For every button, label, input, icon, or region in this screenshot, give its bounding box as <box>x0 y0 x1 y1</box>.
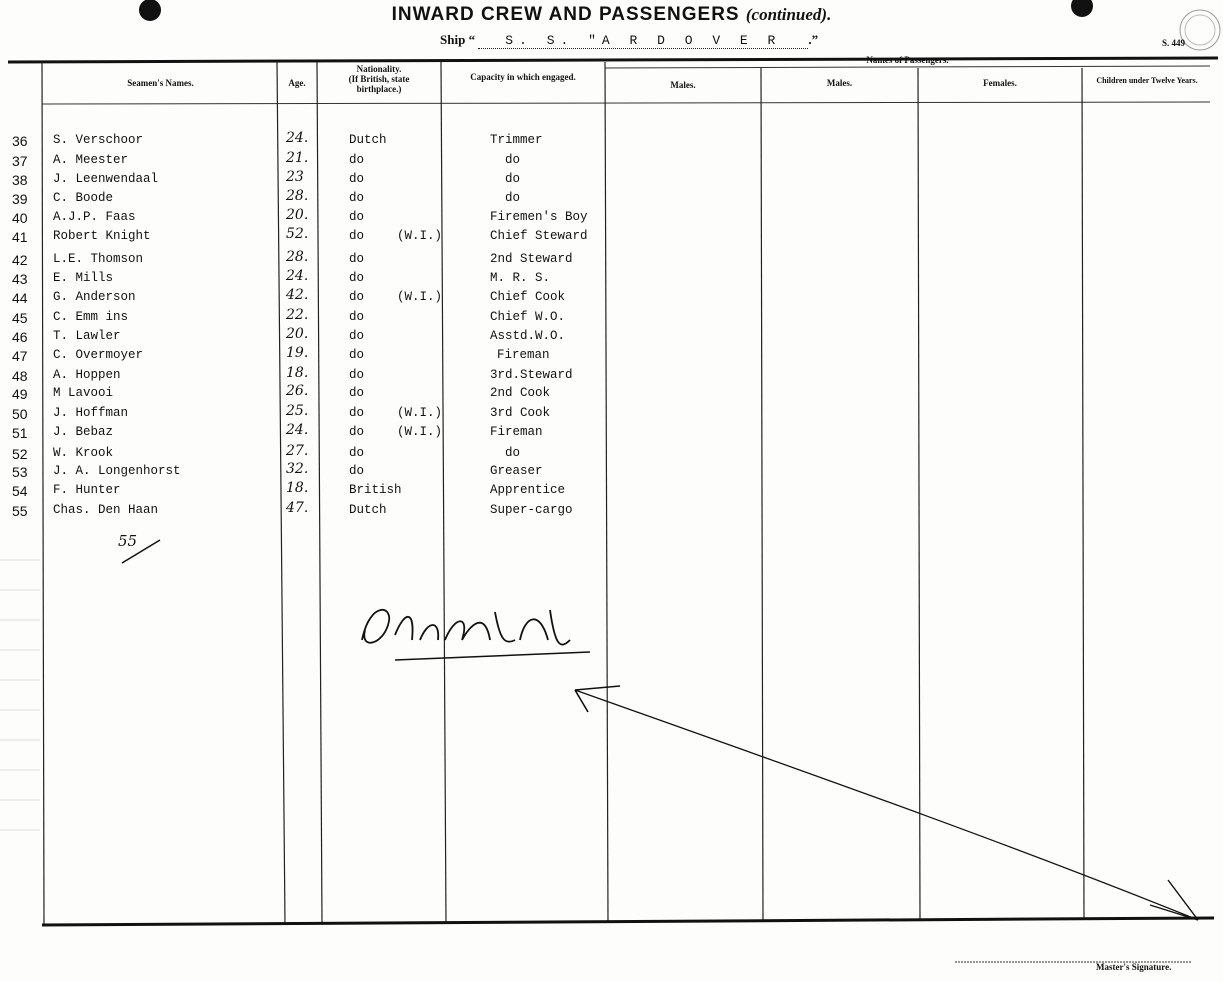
seaman-name: W. Krook <box>53 446 114 460</box>
birthplace-note: (W.I.) <box>397 425 443 439</box>
seaman-age: 24. <box>286 130 309 146</box>
seaman-name: J. Leenwendaal <box>53 172 159 186</box>
seaman-capacity: Asstd.W.O. <box>490 329 566 343</box>
form-title-text: INWARD CREW AND PASSENGERS <box>391 4 740 25</box>
seaman-nationality: do <box>349 406 365 420</box>
seaman-nationality: British <box>349 483 402 497</box>
seaman-age: 18. <box>286 480 309 496</box>
ship-close-quote: .” <box>808 32 819 47</box>
row-number: 45 <box>12 310 28 326</box>
seaman-capacity: Firemen's Boy <box>490 210 588 224</box>
seaman-nationality: do <box>349 229 365 243</box>
seaman-capacity: Chief Steward <box>490 229 588 243</box>
seaman-name: Robert Knight <box>53 229 151 243</box>
birthplace-note: (W.I.) <box>397 406 443 420</box>
seaman-nationality: do <box>349 290 365 304</box>
seaman-name: A. Hoppen <box>53 368 121 382</box>
row-number: 42 <box>12 252 28 268</box>
row-number: 53 <box>12 464 28 480</box>
row-number: 38 <box>12 172 28 188</box>
header-nationality-line1: Nationality. <box>356 64 402 74</box>
header-females: Females. <box>983 78 1017 88</box>
row-number: 39 <box>12 191 28 207</box>
seaman-capacity: do <box>505 446 521 460</box>
header-age: Age. <box>288 78 306 88</box>
page-reference: S. 449 <box>1162 38 1186 48</box>
seaman-age: 27. <box>286 443 309 459</box>
row-number: 50 <box>12 406 28 422</box>
seaman-capacity: do <box>505 191 521 205</box>
seaman-age: 18. <box>286 365 309 381</box>
seaman-age: 20. <box>286 207 309 223</box>
seaman-nationality: do <box>349 210 365 224</box>
row-number: 40 <box>12 210 28 226</box>
seaman-capacity: 3rd Cook <box>490 406 551 420</box>
seaman-capacity: Greaser <box>490 464 543 478</box>
row-number: 52 <box>12 446 28 462</box>
header-nationality-line3: birthplace.) <box>356 84 402 94</box>
seaman-nationality: do <box>349 172 365 186</box>
ship-name: S. S. "A R D O V E R <box>478 33 808 49</box>
seaman-name: C. Boode <box>53 191 114 205</box>
seaman-name: J. Bebaz <box>53 425 114 439</box>
master-signature-image <box>362 600 592 670</box>
seaman-capacity: 2nd Steward <box>490 252 573 266</box>
seaman-age: 22. <box>286 307 309 323</box>
seaman-capacity: M. R. S. <box>490 271 551 285</box>
seaman-nationality: do <box>349 153 365 167</box>
row-number: 51 <box>12 425 28 441</box>
ship-open-quote: “ <box>468 32 476 47</box>
seaman-name: G. Anderson <box>53 290 136 304</box>
seaman-name: L.E. Thomson <box>53 252 144 266</box>
header-males-1: Males. <box>670 80 696 90</box>
seaman-name: A. Meester <box>53 153 129 167</box>
row-number: 54 <box>12 483 28 499</box>
row-number: 47 <box>12 348 28 364</box>
birthplace-note: (W.I.) <box>397 229 443 243</box>
ship-label: Ship <box>440 32 466 47</box>
seaman-age: 24. <box>286 268 309 284</box>
header-males-2: Males. <box>826 78 853 88</box>
seaman-age: 20. <box>286 326 309 342</box>
row-number: 55 <box>12 503 28 519</box>
seaman-nationality: do <box>349 191 365 205</box>
seaman-capacity: Chief W.O. <box>490 310 566 324</box>
seaman-capacity: Fireman <box>490 425 543 439</box>
row-number: 49 <box>12 386 28 402</box>
seaman-nationality: do <box>349 310 365 324</box>
seaman-age: 25. <box>286 403 309 419</box>
seaman-capacity: Super-cargo <box>490 503 573 517</box>
seaman-nationality: Dutch <box>349 133 387 147</box>
ship-line <box>440 32 818 49</box>
seaman-name: S. Verschoor <box>53 133 144 147</box>
header-passengers-group: Names of Passengers. <box>866 55 949 65</box>
header-seamen-names: Seamen's Names. <box>127 78 194 88</box>
seaman-age: 28. <box>286 249 309 265</box>
row-number: 44 <box>12 290 28 306</box>
seaman-capacity: Trimmer <box>490 133 543 147</box>
seaman-nationality: do <box>349 329 365 343</box>
seaman-age: 32. <box>286 461 309 477</box>
row-number: 48 <box>12 368 28 384</box>
seaman-age: 19. <box>286 345 309 361</box>
seaman-age: 26. <box>286 383 309 399</box>
form-title <box>0 4 1223 26</box>
seaman-nationality: do <box>349 252 365 266</box>
seaman-name: F. Hunter <box>53 483 121 497</box>
seaman-name: Chas. Den Haan <box>53 503 159 517</box>
row-number: 43 <box>12 271 28 287</box>
seaman-name: A.J.P. Faas <box>53 210 136 224</box>
seaman-age: 28. <box>286 188 309 204</box>
seaman-age: 52. <box>286 226 309 242</box>
seaman-capacity: do <box>505 172 521 186</box>
seaman-name: E. Mills <box>53 271 114 285</box>
form-title-continued: (continued). <box>745 5 832 24</box>
seaman-age: 21. <box>286 150 309 166</box>
header-nationality <box>317 64 441 94</box>
header-nationality-line2: (If British, state <box>348 74 410 84</box>
seaman-name: T. Lawler <box>53 329 121 343</box>
row-number: 46 <box>12 329 28 345</box>
birthplace-note: (W.I.) <box>397 290 443 304</box>
seaman-capacity: do <box>505 153 521 167</box>
seaman-nationality: do <box>349 368 365 382</box>
seaman-capacity: Chief Cook <box>490 290 566 304</box>
header-capacity: Capacity in which engaged. <box>470 72 576 82</box>
seaman-nationality: do <box>349 425 365 439</box>
seaman-capacity: Apprentice <box>490 483 566 497</box>
seaman-nationality: do <box>349 464 365 478</box>
total-count-note: 55 <box>118 532 138 550</box>
seaman-capacity: 3rd.Steward <box>490 368 573 382</box>
seaman-nationality: do <box>349 446 365 460</box>
row-number: 41 <box>12 229 28 245</box>
seaman-name: C. Emm ins <box>53 310 129 324</box>
row-number: 37 <box>12 153 28 169</box>
seaman-name: J. A. Longenhorst <box>53 464 181 478</box>
seaman-nationality: do <box>349 348 365 362</box>
row-number: 36 <box>12 133 28 149</box>
seaman-age: 47. <box>286 500 309 516</box>
seaman-age: 24. <box>286 422 309 438</box>
master-signature-label: Master's Signature. <box>1096 962 1172 972</box>
seaman-age: 23 <box>286 169 304 185</box>
seaman-nationality: Dutch <box>349 503 387 517</box>
seaman-age: 42. <box>286 287 309 303</box>
header-children: Children under Twelve Years. <box>1096 76 1198 85</box>
seaman-nationality: do <box>349 386 365 400</box>
seaman-name: J. Hoffman <box>53 406 129 420</box>
seaman-capacity: 2nd Cook <box>490 386 551 400</box>
seaman-name: M Lavooi <box>53 386 114 400</box>
seaman-name: C. Overmoyer <box>53 348 144 362</box>
seaman-nationality: do <box>349 271 365 285</box>
seaman-capacity: Fireman <box>497 348 550 362</box>
